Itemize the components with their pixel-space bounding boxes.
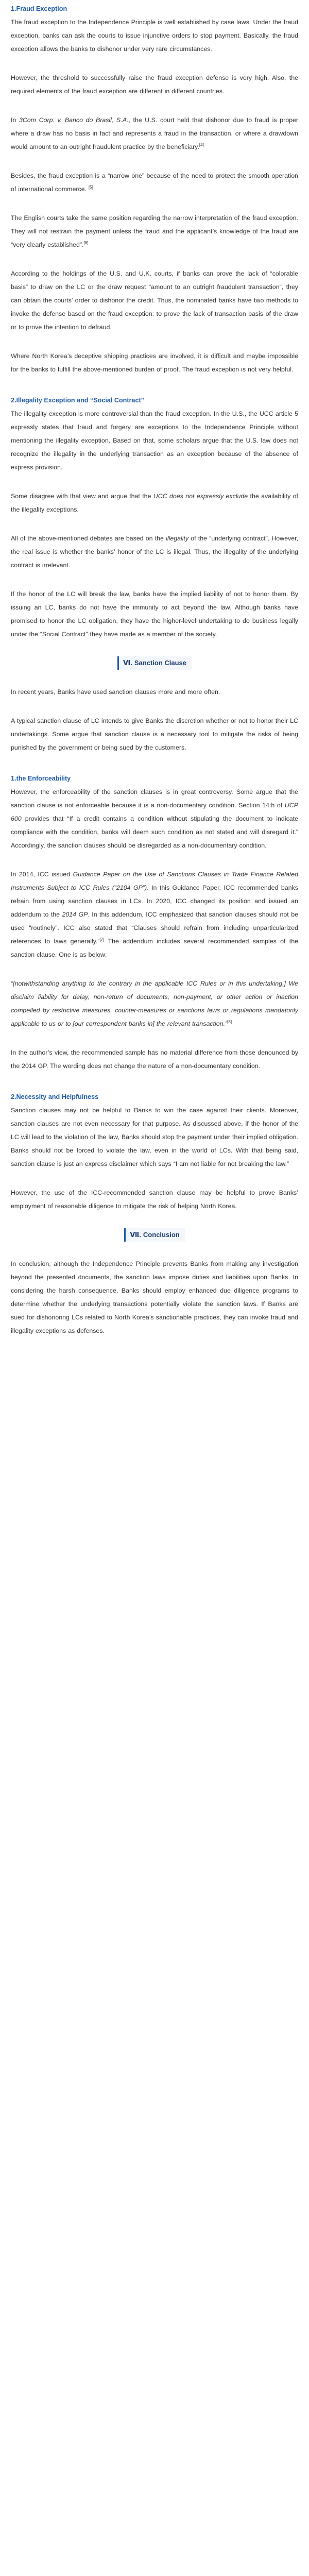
section-heading	[11, 1228, 298, 1242]
section-number: Ⅵ.	[123, 659, 132, 667]
text-run: The English courts take the same position regarding the narrow interpretation of the fraud exception. They will not restrain the payment unless the fraud and the applicant’s knowledge of the fraud are “very clearly established”.	[11, 214, 298, 248]
subsection-heading: 1.the Enforceability	[11, 775, 71, 782]
section-title: Conclusion	[143, 1231, 180, 1239]
text-run: of the “underlying contract”. However, the real issue is whether the banks’ honor of the LC is illegal. Thus, the illegality of the underlying contract is irrelevant.	[11, 535, 298, 569]
text-run: The addendum includes several recommended samples of the sanction clause. One is as below:	[11, 938, 299, 958]
footnote-ref[interactable]: [4]	[199, 142, 204, 147]
subsection-heading: 1.Fraud Exception	[11, 5, 67, 12]
paragraph: If the honor of the LC will break the law, banks have the implied liability of not to honor them. By issuing an LC, banks do not have the immunity to act beyond the law. Although banks have promised to honor the LC obligation, they have the higher-level undertaking to do business legally under the “Social Contract” they have made as a member of the society.	[11, 590, 298, 638]
paragraph	[11, 407, 298, 474]
section-title-box	[124, 1228, 184, 1242]
footnote-ref[interactable]: [7]	[99, 937, 105, 942]
article-body	[11, 0, 298, 1363]
section-title: Sanction Clause	[134, 659, 187, 667]
paragraph	[11, 868, 298, 961]
text-run: Some disagree with that view and argue that the	[11, 493, 153, 500]
subsection-heading: 2.Necessity and Helpfulness	[11, 1093, 99, 1100]
paragraph	[11, 532, 298, 572]
paragraph	[11, 113, 298, 154]
paragraph: However, the use of the ICC-recommended sanction clause may be helpful to prove Banks’ employment of reasonable diligence to mitigate the risk of helping North Korea.	[11, 1189, 298, 1210]
italic-text: UCP 600	[11, 802, 298, 822]
paragraph: However, the threshold to successfully raise the fraud exception defense is very high. Also, the required elements of the fraud exception are different in different countries.	[11, 74, 298, 95]
section-heading	[11, 656, 298, 670]
italic-text: illegality	[166, 535, 189, 542]
italic-text: 3Com Corp. v. Banco do Brasil, S.A.	[19, 116, 129, 124]
text-run: The illegality exception is more controversial than the fraud exception. In the U.S., the UCC article 5 expressly states that fraud and forgery are exceptions to the Independence Principle without mentioning the illegality exception. Based on that, some scholars argue that the U.S. law does not recognize the illegality in the underlying transaction as an exception because of the absence of express provision.	[11, 410, 298, 471]
footnote-ref[interactable]: [8]	[227, 1019, 232, 1024]
text-run: provides that “If a credit contains a condition without stipulating the document to indicate compliance with the condition, banks will deem such condition as not stated and will disregard it.” Accordingly, the sanction clauses should be disregarded as a non-documentary condition.	[11, 815, 298, 849]
text-run: . In this Guidance Paper, ICC recommended banks refrain from using sanction clauses in LCs. In 2020, ICC changed its position and issued an addendum to the	[11, 884, 298, 918]
paragraph: A typical sanction clause of LC intends to give Banks the discretion whether or not to honor their LC undertakings. Some argue that sanction clause is a necessary tool to mitigate the risks of being punished by the government or being sued by the customers.	[11, 717, 298, 751]
section-title-box	[117, 656, 192, 670]
paragraph	[11, 785, 298, 852]
text-run: In	[11, 116, 19, 124]
footnote-ref[interactable]: [5]	[88, 184, 93, 190]
italic-text: UCC does not expressly exclude	[153, 493, 248, 500]
paragraph: Where North Korea’s deceptive shipping practices are involved, it is difficult and maybe impossible for the banks to fulfill the above-mentioned burden of proof. The fraud exception is not very helpful.	[11, 352, 298, 373]
paragraph: In the author’s view, the recommended sample has no material difference from those denounced by the 2014 GP. The wording does not change the nature of a non-documentary condition.	[11, 1049, 298, 1070]
paragraph: The fraud exception to the Independence Principle is well established by case laws. Under the fraud exception, banks can ask the courts to issue injunctive orders to stop payment. Basically, the fraud exception allows the banks to dishonor under very rare circumstances.	[11, 19, 298, 53]
paragraph	[11, 211, 298, 251]
paragraph: In conclusion, although the Independence Principle prevents Banks from making any investigation beyond the presented documents, the sanction laws impose duties and liabilities upon Banks. In considering the harsh consequence, Banks should employ enhanced due diligence programs to determine whether the underlying transactions potentially violate the sanction laws. If Banks are sued for dishonoring LCs related to North Korea’s sanctionable practices, they can invoke fraud and illegality exceptions as defenses.	[11, 1260, 298, 1334]
paragraph	[11, 977, 298, 1030]
subsection-heading: 2.Illegality Exception and “Social Contract”	[11, 397, 144, 404]
text-run: Besides, the fraud exception is a “narrow one” because of the need to protect the smooth operation of international commerce.	[11, 172, 298, 193]
section-number: Ⅶ.	[130, 1231, 141, 1239]
paragraph	[11, 489, 298, 516]
text-run: However, the enforceability of the sanction clauses is in great controversy. Some argue that the sanction clause is not enforceable because it is a non-documentary condition. Section 14:h of	[11, 788, 298, 809]
text-run: . In this addendum, ICC emphasized that sanction clauses should not be used “routinely”. ICC also stated that “Clauses should refrain from including unparticularized references to laws generally.”	[11, 911, 298, 945]
text-run: , the U.S. court held that dishonor due to fraud is proper where a draw has no basis in fact and represents a fraud in the transaction, or where a drawdown would amount to an outright fraudulent practice by the beneficiary.	[11, 116, 298, 150]
italic-text: Guidance Paper on the Use of Sanctions Clauses in Trade Finance Related Instruments Subject to ICC Rules (“2104 GP”)	[11, 871, 298, 891]
italic-text: 2014 GP	[62, 911, 88, 918]
paragraph: In recent years, Banks have used sanction clauses more and more often.	[11, 688, 220, 696]
italic-text: “[notwithstanding anything to the contrary in the applicable ICC Rules or in this undertaking,] We disclaim liability for delay, non-return of documents, non-payment, or other action or inaction compelled by restrictive measures, counter-measures or sanctions laws or regulations mandatorily applicable to us or to [our correspondent banks in] the relevant transaction.”	[11, 980, 298, 1027]
text-run: All of the above-mentioned debates are based on the	[11, 535, 166, 542]
text-run: In 2014, ICC issued	[11, 871, 73, 878]
text-run: the availability of the illegality exceptions.	[11, 493, 298, 513]
paragraph: Sanction clauses may not be helpful to Banks to win the case against their clients. Moreover, sanction clauses are not even necessary for that purpose. As discussed above, if the honor of the LC will lead to the violation of the law, Banks should stop the payment under their implied obligation. Banks should not be forced to violate the law, even in the world of LCs. With that being said, sanction clause is just an express disclaimer which says “I am not liable for not breaking the law.”	[11, 1107, 298, 1167]
paragraph	[11, 169, 298, 196]
paragraph: According to the holdings of the U.S. and U.K. courts, if banks can prove the lack of “colorable basis” to draw on the LC or the draw request “amount to an outright fraudulent transaction”, they can obtain the courts’ order to dishonor the credit. Thus, the nominated banks have two methods to invoke the defense based on the fraud exception: to prove the lack of transaction basis of the draw or to prove the intention to defraud.	[11, 270, 298, 331]
footnote-ref[interactable]: [6]	[83, 240, 89, 245]
